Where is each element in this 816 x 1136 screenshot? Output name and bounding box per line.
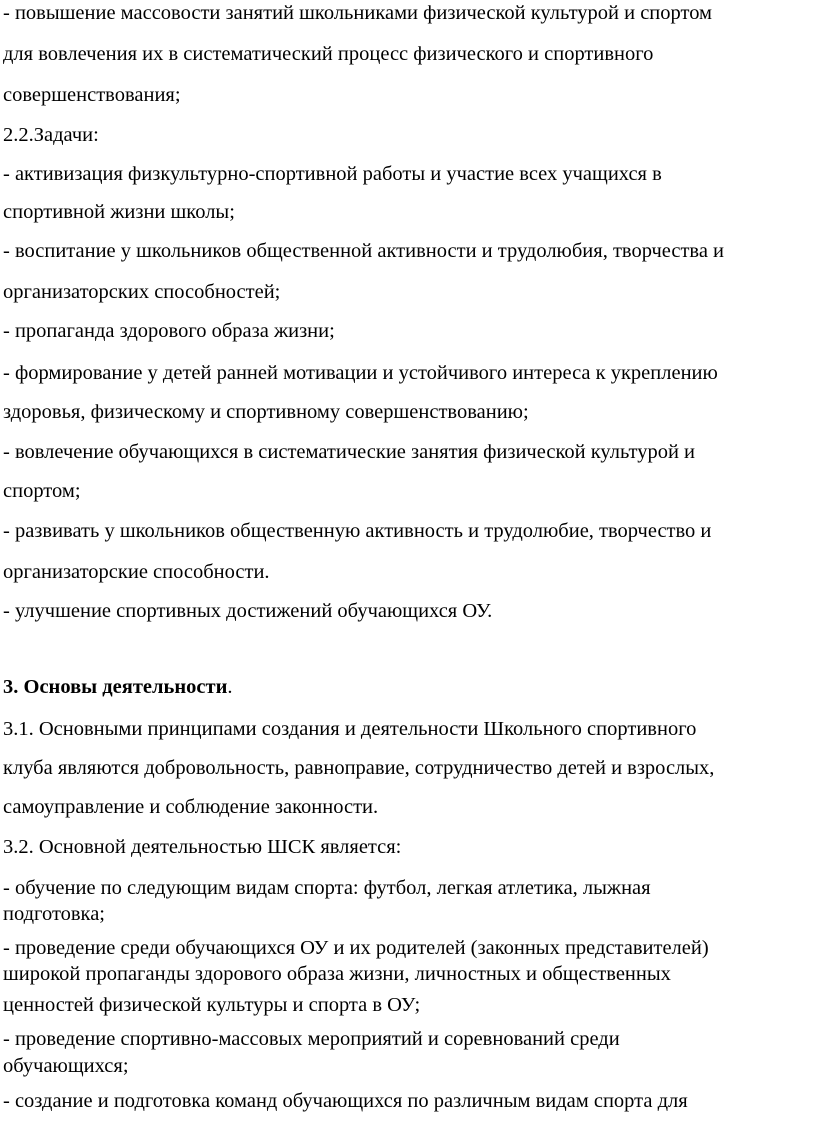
tasks-heading: 2.2.Задачи: — [3, 124, 99, 146]
tasks-line-6: - формирование у детей ранней мотивации и устойчивого интереса к укреплению — [3, 362, 718, 384]
tasks-line-10: - развивать у школьников общественную активность и трудолюбие, творчество и — [3, 520, 712, 542]
s32-line-2: подготовка; — [3, 903, 105, 925]
s32-heading: 3.2. Основной деятельностью ШСК является: — [3, 836, 402, 858]
tasks-line-8: - вовлечение обучающихся в систематические занятия физической культурой и — [3, 441, 696, 463]
goal-line-3: совершенствования; — [3, 84, 181, 106]
tasks-line-11: организаторские способности. — [3, 561, 270, 583]
s32-line-5: ценностей физической культуры и спорта в ОУ; — [3, 994, 421, 1016]
s32-line-4: широкой пропаганды здорового образа жизни, личностных и общественных — [3, 963, 671, 985]
goal-line-2: для вовлечения их в систематический процесс физического и спортивного — [3, 43, 654, 65]
tasks-line-2: спортивной жизни школы; — [3, 201, 235, 223]
tasks-line-4: организаторских способностей; — [3, 281, 281, 303]
section3-heading-line — [3, 676, 233, 699]
goal-line-1: - повышение массовости занятий школьниками физической культурой и спортом — [3, 2, 713, 24]
tasks-line-12: - улучшение спортивных достижений обучающихся ОУ. — [3, 600, 493, 622]
s32-line-7: обучающихся; — [3, 1055, 129, 1077]
tasks-line-3: - воспитание у школьников общественной активности и трудолюбия, творчества и — [3, 240, 725, 262]
section3-heading: 3. Основы деятельности — [3, 676, 228, 698]
s32-line-3: - проведение среди обучающихся ОУ и их родителей (законных представителей) — [3, 937, 709, 959]
s32-line-1: - обучение по следующим видам спорта: футбол, легкая атлетика, лыжная — [3, 877, 651, 899]
section3-heading-tail: . — [227, 676, 233, 698]
tasks-line-1: - активизация физкультурно-спортивной работы и участие всех учащихся в — [3, 163, 662, 185]
s32-line-8: - создание и подготовка команд обучающихся по различным видам спорта для — [3, 1090, 688, 1112]
s31-line-3: самоуправление и соблюдение законности. — [3, 796, 379, 818]
tasks-line-7: здоровья, физическому и спортивному совершенствованию; — [3, 401, 529, 423]
s31-line-1: 3.1. Основными принципами создания и деятельности Школьного спортивного — [3, 718, 697, 740]
s31-line-2: клуба являются добровольность, равноправие, сотрудничество детей и взрослых, — [3, 757, 715, 779]
tasks-line-5: - пропаганда здорового образа жизни; — [3, 320, 335, 342]
s32-line-6: - проведение спортивно-массовых мероприятий и соревнований среди — [3, 1028, 620, 1050]
tasks-line-9: спортом; — [3, 480, 81, 502]
